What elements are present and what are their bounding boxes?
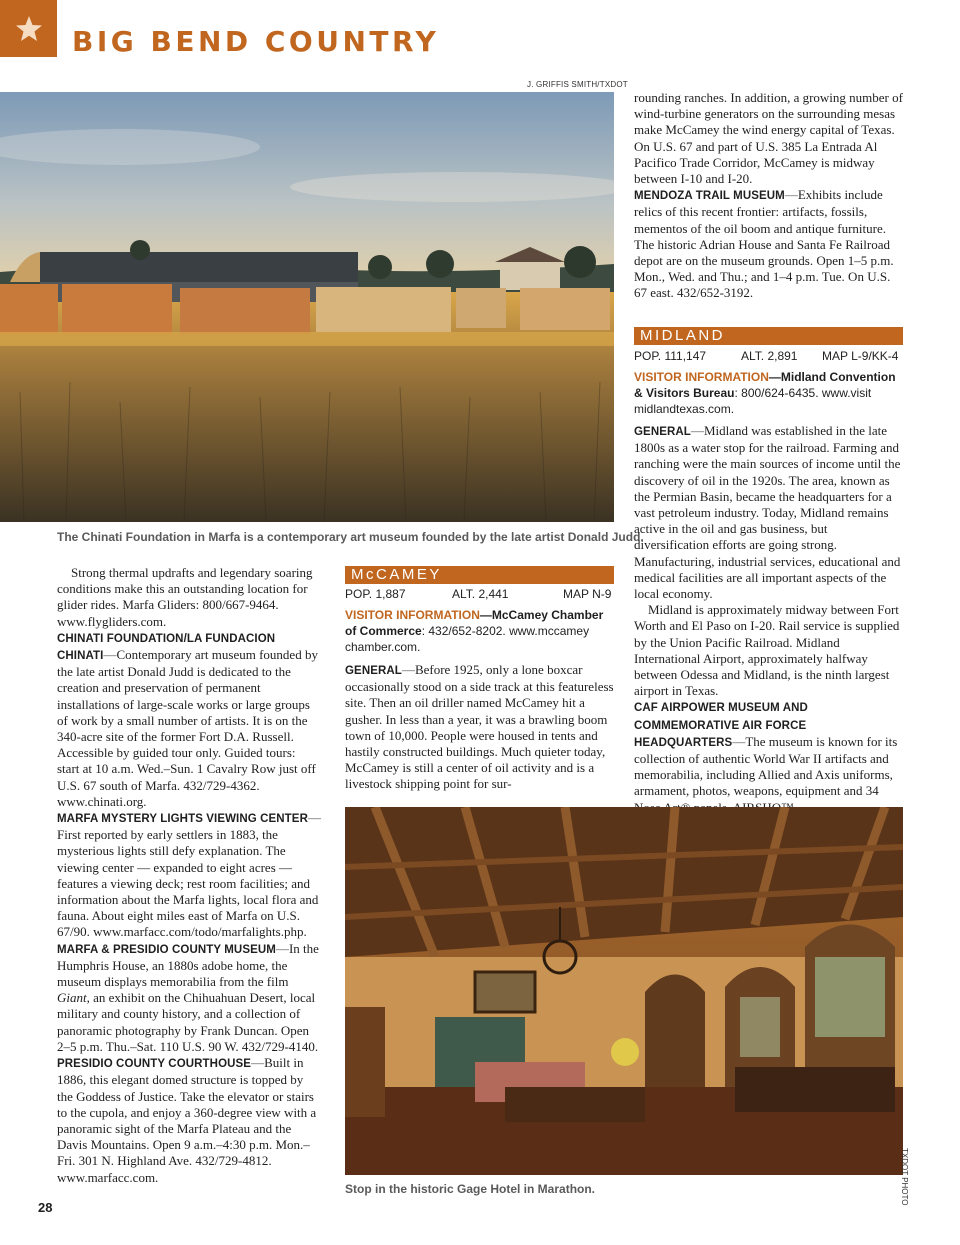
entry-text: First reported by early settlers in 1883, the mysterious lights still defy explanation. The viewing center — expanded to eight acres — features a viewing deck; rest room facilities; and information about the Marfa lights, local flora and fauna. About eight miles east of Marfa on U.S. 67/90. www.marfacc.com/todo/marfalights.php. [57, 827, 319, 940]
entry-text: Contemporary art museum founded by the late artist Donald Judd is dedicated to the creation and preservation of permanent installations of large-scale works or large groups of work by a small number of artists. It is on the 340-acre site of the former Fort D.A. Russell. Accessible by guided tour only. Guided tours: start at 10 a.m. Wed.–Sun. 1 Cavalry Row just off U.S. 67 south of Marfa. 432/729-4362. www.chinati.org. [57, 647, 318, 809]
mccamey-general: GENERAL—Before 1925, only a lone boxcar occasionally stood on a side track at this featureless site. Then an oil driller named McCamey hit a gusher. In less than a year, it was a brawling boom town of 10,000. People were housed in tents and hastily constructed buildings. Much quieter today, McCamey is still a center of oil activity and is a livestock shipping point for sur- [345, 662, 614, 792]
midland-visitor-info: VISITOR INFORMATION—Midland Convention & Visitors Bureau: 800/624-6435. www.visit midlandtexas.com. [634, 370, 896, 416]
photo-credit-top: J. GRIFFIS SMITH/TXDOT [527, 80, 628, 89]
mendoza-entry: MENDOZA TRAIL MUSEUM—Exhibits include relics of this recent frontier: artifacts, fossils, mementos of the oil boom and antique furniture. The historic Adrian House and Santa Fe Railroad depot are on the museum grounds. Open 1–5 p.m. Mon., Wed. and Thu.; and 1–4 p.m. Tue. On U.S. 67 east. 432/652-3192. [634, 187, 894, 301]
chinati-entry: CHINATI FOUNDATION/LA FUNDACION CHINATI—Contemporary art museum founded by the late artist Donald Judd is dedicated to the creation and preservation of permanent installations of large-scale works or large groups of work by a small number of artists. It is on the 340-acre site of the former Fort D.A. Russell. Accessible by guided tour only. Guided tours: start at 10 a.m. Wed.–Sun. 1 Cavalry Row just off U.S. 67 south of Marfa. 432/729-4362. www.chinati.org. [57, 632, 318, 809]
entry-text: Built in 1886, this elegant domed structure is topped by the Goddess of Justice. Take the elevator or stairs to the cupola, and enjoy a 360-degree view with a panoramic sight of the Marfa Plateau and the Davis Mountains. Open 9 a.m.–4:30 p.m. Mon.–Fri. 301 N. Highland Ave. 432/729-4812. www.marfacc.com. [57, 1055, 317, 1185]
page-number: 28 [38, 1200, 53, 1215]
midland-paragraph-2: Midland is approximately midway between Fort Worth and El Paso on I-20. Rail service is supplied by the Union Pacific Railroad. Midland International Airport, approximately halfway between Odessa and Midland, is the ninth largest airport in Texas. [634, 602, 900, 699]
entry-heading: MENDOZA TRAIL MUSEUM [634, 190, 785, 203]
map-reference: MAP N-9 [563, 587, 612, 601]
photo-caption-top: The Chinati Foundation in Marfa is a contemporary art museum founded by the late artist Donald Judd. [57, 530, 644, 544]
general-text: Midland was established in the late 1800s as a water stop for the railroad. Farming and ranching were the main sources of income until the discovery of oil in the 1920s. The area, known as the Permian Basin, became the headquarters for a vast petroleum industry. Today, Midland remains active in the oil and gas business, but diversification efforts are going strong. Manufacturing, industrial services, educational and medical facilities are all important aspects of the local economy. [634, 423, 901, 602]
entry-text: The museum is known for its collection of authentic World War II artifacts and memorabilia, including Allied and Axis uniforms, armament, photos, weapons, equipment and 34 [634, 733, 898, 799]
right-column-top [634, 90, 904, 302]
midland-body: GENERAL—Midland was established in the late 1800s as a water stop for the railroad. Farming and ranching were the main sources of income until the discovery of oil in the 1920s. The area, known as the Permian Basin, became the headquarters for a vast petroleum industry. Today, Midland remains active in the oil and gas business, but diversification efforts are going strong. Manufacturing, industrial services, educational and medical facilities are all important aspects of the local economy. Midland is approximately midway between Fort Worth and El Paso on I-20. Rail service is supplied by the Union Pacific Railroad. Midland International Airport, approximately halfway between Odessa and Midland, is the ninth largest airport in Texas. CAF AIRPOWER MUSEUM AND COMMEMORATIVE AIR FORCE HEADQUARTERS—The museum is known for its collection of authentic World War II artifacts and memorabilia, including Allied and Axis uniforms, armament, photos, weapons, equipment and 34 [634, 423, 904, 816]
entry-heading: MARFA MYSTERY LIGHTS VIEWING CENTER [57, 813, 308, 826]
left-column [57, 565, 321, 1186]
courthouse-entry: PRESIDIO COUNTY COURTHOUSE—Built in 1886, this elegant domed structure is topped by the Goddess of Justice. Take the elevator or stairs to the cupola, and enjoy a 360-degree view with a panoramic sight of the Marfa Plateau and the Davis Mountains. Open 9 a.m.–4:30 p.m. Mon.–Fri. 301 N. Highland Ave. 432/729-4812. www.marfacc.com. [57, 1055, 317, 1185]
general-text: Before 1925, only a lone boxcar occasionally stood on a side track at this featureless site. Then an oil driller named McCamey hit a gusher. In less than a year, it was a brawling boom town of 10,000. People were housed in tents and hastily constructed buildings. Much quieter today, McCamey is still a center of oil activity and is a livestock shipping point for sur- [345, 662, 614, 792]
entry-heading: CAF AIRPOWER MUSEUM AND COMMEMORATIVE AIR FORCE HEADQUARTERS [634, 702, 808, 749]
entry-text: In the Humphris House, an 1880s adobe home, the museum displays memorabilia from the film [57, 940, 319, 990]
entry-heading: PRESIDIO COUNTY COURTHOUSE [57, 1058, 252, 1071]
section-title: BIG BEND COUNTRY [72, 25, 440, 58]
population: POP. 111,147 [634, 349, 707, 363]
visitor-info-org: Midland Convention & Visitors Bureau [634, 370, 896, 400]
mccamey-stats [345, 587, 614, 603]
general-heading: GENERAL [634, 426, 691, 438]
entry-text: , an exhibit on the Chihuahuan Desert, local military and county history, and a collection of panoramic photography by Frank Duncan. Open 2–5 p.m. Thu.–Sat. 110 U.S. 90 W. 432/729-4140. [57, 990, 319, 1054]
general-heading: GENERAL [345, 665, 402, 677]
section-star-badge [0, 0, 57, 57]
midland-stats [634, 349, 903, 365]
map-reference: MAP L-9/KK-4 [822, 349, 899, 363]
altitude: ALT. 2,891 [741, 349, 798, 363]
visitor-info-org: McCamey Chamber of Commerce [345, 608, 604, 638]
mccamey-heading-bar: McCAMEY [345, 566, 614, 584]
altitude: ALT. 2,441 [452, 587, 509, 601]
county-museum-entry: MARFA & PRESIDIO COUNTY MUSEUM—In the Humphris House, an 1880s adobe home, the museum displays memorabilia from the film Giant, an exhibit on the Chihuahuan Desert, local military and county history, and a collection of panoramic photography by Frank Duncan. Open 2–5 p.m. Thu.–Sat. 110 U.S. 90 W. 432/729-4140. [57, 940, 319, 1054]
mccamey-visitor-info: VISITOR INFORMATION—McCamey Chamber of Commerce: 432/652-8202. www.mccamey chamber.com. [345, 608, 604, 654]
visitor-info-heading: VISITOR INFORMATION [345, 608, 480, 622]
chinati-photo [0, 92, 614, 522]
visitor-info-heading: VISITOR INFORMATION [634, 370, 769, 384]
caf-entry: CAF AIRPOWER MUSEUM AND COMMEMORATIVE AIR FORCE HEADQUARTERS—The museum is known for its collection of authentic World War II artifacts and memorabilia, including Allied and Axis uniforms, armament, photos, weapons, equipment and 34 [634, 699, 904, 815]
entry-heading: CHINATI FOUNDATION/LA FUNDACION CHINATI [57, 632, 276, 663]
photo-credit-bottom: TXDOT PHOTO [900, 1148, 909, 1206]
entry-heading: MARFA & PRESIDIO COUNTY MUSEUM [57, 943, 276, 956]
star-icon [14, 14, 44, 44]
film-title: Giant [57, 990, 87, 1006]
mystery-lights-entry: MARFA MYSTERY LIGHTS VIEWING CENTER—First reported by early settlers in 1883, the mysterious lights still defy explanation. The viewing center — expanded to eight acres — features a viewing deck; rest room facilities; and information about the Marfa lights, local flora and fauna. About eight miles east of Marfa on U.S. 67/90. www.marfacc.com/todo/marfalights.php. [57, 810, 321, 940]
visitor-info-contact: : 432/652-8202. www.mccamey chamber.com. [345, 624, 590, 654]
photo-caption-bottom: Stop in the historic Gage Hotel in Marathon. [345, 1182, 596, 1196]
population: POP. 1,887 [345, 587, 406, 601]
entry-text: Exhibits include relics of this recent frontier: artifacts, fossils, mementos of the oil boom and antique furniture. The historic Adrian House and Santa Fe Railroad depot are on the museum grounds. Open 1–5 p.m. Mon., Wed. and Thu.; and 1–4 p.m. Tue. On U.S. 67 east. 432/652-3192. [634, 187, 894, 301]
glider-paragraph: Strong thermal updrafts and legendary soaring conditions make this an outstanding location for glider rides. Marfa Gliders: 800/667-9464. www.flygliders.com. [57, 565, 313, 629]
visitor-info-contact: : 800/624-6435. www.visit midlandtexas.com. [634, 386, 872, 416]
midland-heading-bar: MIDLAND [634, 327, 903, 345]
gage-hotel-photo [345, 807, 903, 1175]
mccamey-continued: rounding ranches. In addition, a growing number of wind-turbine generators on the surrounding mesas make McCamey the wind energy capital of Texas. On U.S. 67 and part of U.S. 385 La Entrada Al Pacifico Trade Corridor, McCamey is midway between I-10 and I-20. [634, 90, 903, 187]
